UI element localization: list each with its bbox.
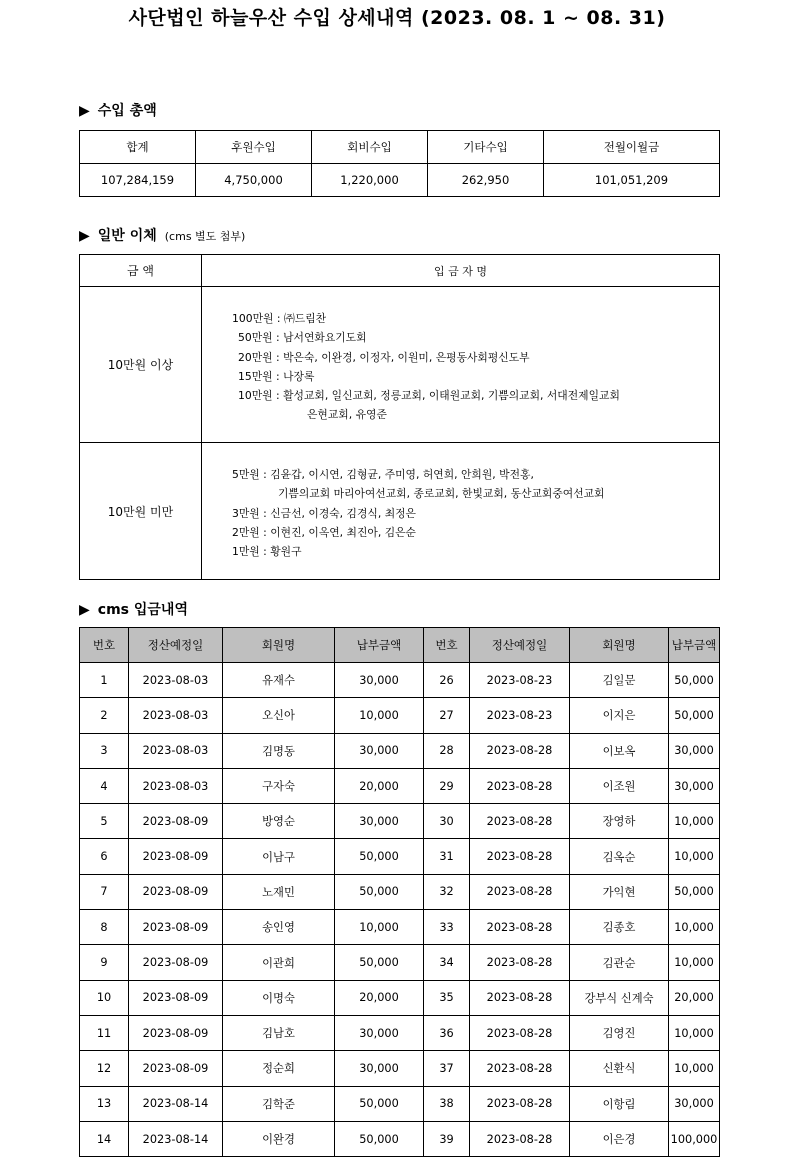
table-row bbox=[80, 945, 720, 980]
summary-value-cell: 4,750,000 bbox=[196, 164, 312, 197]
cms-cell: 이보옥 bbox=[570, 733, 669, 768]
cms-cell: 10,000 bbox=[335, 910, 424, 945]
triangle-right-icon: ▶ bbox=[79, 228, 90, 244]
table-row bbox=[80, 698, 720, 733]
table-row bbox=[80, 980, 720, 1015]
cms-cell: 2023-08-28 bbox=[470, 945, 570, 980]
cms-cell: 송인영 bbox=[223, 910, 335, 945]
cms-cell: 30 bbox=[424, 804, 470, 839]
summary-table bbox=[79, 130, 720, 197]
table-row bbox=[80, 804, 720, 839]
cms-cell: 10,000 bbox=[335, 698, 424, 733]
cms-cell: 이관희 bbox=[223, 945, 335, 980]
name-line: 기쁨의교회 마리아여선교회, 종로교회, 한빛교회, 동산교회중여선교회 bbox=[278, 487, 605, 501]
cms-header-cell: 납부금액 bbox=[669, 628, 720, 663]
cms-cell: 유재수 bbox=[223, 663, 335, 698]
cms-cell: 2023-08-28 bbox=[470, 768, 570, 803]
cms-cell: 김남호 bbox=[223, 1015, 335, 1050]
cms-cell: 5 bbox=[80, 804, 129, 839]
cms-cell: 11 bbox=[80, 1015, 129, 1050]
name-line: 100만원 : ㈜드림찬 bbox=[232, 312, 327, 325]
cms-cell: 2023-08-03 bbox=[129, 698, 223, 733]
cms-cell: 50,000 bbox=[669, 874, 720, 909]
cms-header-cell: 번호 bbox=[424, 628, 470, 663]
name-line: 50만원 : 남서연화요기도회 bbox=[238, 331, 367, 345]
cms-cell: 김관순 bbox=[570, 945, 669, 980]
cms-header-cell: 번호 bbox=[80, 628, 129, 663]
cms-cell: 26 bbox=[424, 663, 470, 698]
table-row bbox=[80, 663, 720, 698]
cms-cell: 36 bbox=[424, 1015, 470, 1050]
cms-body bbox=[80, 663, 720, 1157]
summary-header-row bbox=[80, 131, 720, 164]
cms-cell: 10,000 bbox=[669, 1015, 720, 1050]
summary-heading-label: 수입 총액 bbox=[97, 103, 157, 119]
name-line: 15만원 : 나장록 bbox=[238, 369, 315, 383]
cms-cell: 김종호 bbox=[570, 910, 669, 945]
table-row bbox=[80, 1121, 720, 1156]
cms-header-cell: 회원명 bbox=[223, 628, 335, 663]
cms-cell: 이조원 bbox=[570, 768, 669, 803]
group-names bbox=[202, 287, 720, 443]
cms-cell: 2023-08-09 bbox=[129, 1015, 223, 1050]
cms-cell: 방영순 bbox=[223, 804, 335, 839]
cms-cell: 50,000 bbox=[335, 839, 424, 874]
summary-header-cell: 회비수입 bbox=[312, 131, 428, 164]
table-row bbox=[80, 768, 720, 803]
table-row bbox=[80, 1015, 720, 1050]
amount-column-header: 금 액 bbox=[80, 255, 202, 287]
cms-cell: 20,000 bbox=[669, 980, 720, 1015]
group-label: 10만원 미만 bbox=[80, 443, 202, 580]
cms-header-row bbox=[80, 628, 720, 663]
cms-cell: 3 bbox=[80, 733, 129, 768]
cms-cell: 김일문 bbox=[570, 663, 669, 698]
cms-cell: 가익현 bbox=[570, 874, 669, 909]
cms-cell: 2023-08-28 bbox=[470, 839, 570, 874]
summary-value-cell: 1,220,000 bbox=[312, 164, 428, 197]
cms-cell: 35 bbox=[424, 980, 470, 1015]
cms-cell: 오신아 bbox=[223, 698, 335, 733]
table-row bbox=[80, 874, 720, 909]
cms-cell: 2023-08-28 bbox=[470, 733, 570, 768]
cms-cell: 노재민 bbox=[223, 874, 335, 909]
general-transfer-table bbox=[79, 254, 720, 580]
table-row bbox=[80, 910, 720, 945]
summary-value-row bbox=[80, 164, 720, 197]
cms-cell: 2023-08-09 bbox=[129, 804, 223, 839]
name-line: 2만원 : 이현진, 이옥연, 최진아, 김은순 bbox=[232, 525, 416, 539]
cms-cell: 2023-08-09 bbox=[129, 910, 223, 945]
cms-header-cell: 정산예정일 bbox=[129, 628, 223, 663]
page-title: 사단법인 하늘우산 수입 상세내역 (2023. 08. 1 ~ 08. 31) bbox=[128, 7, 666, 29]
cms-cell: 이항림 bbox=[570, 1086, 669, 1121]
cms-cell: 30,000 bbox=[335, 804, 424, 839]
cms-cell: 정순희 bbox=[223, 1051, 335, 1086]
cms-cell: 10 bbox=[80, 980, 129, 1015]
cms-cell: 7 bbox=[80, 874, 129, 909]
cms-cell: 2023-08-28 bbox=[470, 804, 570, 839]
cms-cell: 20,000 bbox=[335, 768, 424, 803]
cms-header-cell: 납부금액 bbox=[335, 628, 424, 663]
cms-cell: 2023-08-28 bbox=[470, 874, 570, 909]
cms-cell: 9 bbox=[80, 945, 129, 980]
cms-table bbox=[79, 627, 720, 1157]
cms-cell: 이명숙 bbox=[223, 980, 335, 1015]
cms-cell: 10,000 bbox=[669, 804, 720, 839]
cms-cell: 14 bbox=[80, 1121, 129, 1156]
name-line: 은현교회, 유영준 bbox=[307, 408, 387, 422]
cms-cell: 2023-08-14 bbox=[129, 1086, 223, 1121]
group-names bbox=[202, 443, 720, 580]
cms-cell: 8 bbox=[80, 910, 129, 945]
general-group-row bbox=[80, 287, 720, 443]
cms-cell: 2023-08-28 bbox=[470, 1121, 570, 1156]
cms-header-cell: 회원명 bbox=[570, 628, 669, 663]
cms-cell: 2023-08-09 bbox=[129, 980, 223, 1015]
cms-cell: 30,000 bbox=[669, 768, 720, 803]
cms-cell: 2023-08-09 bbox=[129, 874, 223, 909]
cms-cell: 31 bbox=[424, 839, 470, 874]
cms-cell: 30,000 bbox=[335, 1051, 424, 1086]
cms-cell: 김학준 bbox=[223, 1086, 335, 1121]
cms-cell: 김영진 bbox=[570, 1015, 669, 1050]
cms-cell: 2023-08-28 bbox=[470, 980, 570, 1015]
cms-cell: 2023-08-03 bbox=[129, 663, 223, 698]
name-line: 3만원 : 신금선, 이경숙, 김경식, 최정은 bbox=[232, 506, 416, 520]
cms-cell: 2023-08-09 bbox=[129, 945, 223, 980]
cms-cell: 50,000 bbox=[335, 945, 424, 980]
cms-cell: 27 bbox=[424, 698, 470, 733]
summary-value-cell: 107,284,159 bbox=[80, 164, 196, 197]
cms-cell: 100,000 bbox=[669, 1121, 720, 1156]
name-line: 20만원 : 박은숙, 이완경, 이정자, 이원미, 은평동사회평신도부 bbox=[238, 350, 530, 364]
cms-cell: 12 bbox=[80, 1051, 129, 1086]
name-line: 10만원 : 활성교회, 일신교회, 정릉교회, 이태원교회, 기쁨의교회, 서대전제일교회 bbox=[238, 389, 620, 403]
summary-header-cell: 기타수입 bbox=[428, 131, 544, 164]
cms-cell: 50,000 bbox=[669, 663, 720, 698]
cms-cell: 29 bbox=[424, 768, 470, 803]
cms-cell: 2023-08-28 bbox=[470, 1051, 570, 1086]
cms-cell: 신환식 bbox=[570, 1051, 669, 1086]
cms-cell: 28 bbox=[424, 733, 470, 768]
name-line: 1만원 : 황원구 bbox=[232, 545, 302, 559]
name-line: 5만원 : 김윤갑, 이시연, 김형균, 주미영, 허연희, 안희원, 박전홍, bbox=[232, 468, 534, 481]
cms-cell: 이지은 bbox=[570, 698, 669, 733]
summary-section-heading bbox=[79, 100, 157, 120]
cms-cell: 50,000 bbox=[335, 1086, 424, 1121]
cms-cell: 2023-08-03 bbox=[129, 768, 223, 803]
cms-cell: 김옥순 bbox=[570, 839, 669, 874]
table-row bbox=[80, 839, 720, 874]
cms-cell: 6 bbox=[80, 839, 129, 874]
cms-cell: 1 bbox=[80, 663, 129, 698]
cms-cell: 50,000 bbox=[669, 698, 720, 733]
cms-cell: 30,000 bbox=[335, 733, 424, 768]
cms-heading-label: cms 입금내역 bbox=[97, 602, 188, 618]
general-section-heading bbox=[79, 225, 245, 245]
cms-header-cell: 정산예정일 bbox=[470, 628, 570, 663]
cms-cell: 2023-08-09 bbox=[129, 839, 223, 874]
cms-cell: 2023-08-23 bbox=[470, 698, 570, 733]
cms-cell: 39 bbox=[424, 1121, 470, 1156]
cms-cell: 2023-08-03 bbox=[129, 733, 223, 768]
cms-cell: 2023-08-28 bbox=[470, 1015, 570, 1050]
cms-cell: 30,000 bbox=[669, 733, 720, 768]
group-label: 10만원 이상 bbox=[80, 287, 202, 443]
summary-value-cell: 262,950 bbox=[428, 164, 544, 197]
cms-cell: 2023-08-28 bbox=[470, 910, 570, 945]
cms-cell: 32 bbox=[424, 874, 470, 909]
names-column-header: 입 금 자 명 bbox=[202, 255, 720, 287]
summary-value-cell: 101,051,209 bbox=[544, 164, 720, 197]
summary-header-cell: 후원수입 bbox=[196, 131, 312, 164]
cms-cell: 4 bbox=[80, 768, 129, 803]
table-row bbox=[80, 1086, 720, 1121]
cms-cell: 이완경 bbox=[223, 1121, 335, 1156]
triangle-right-icon: ▶ bbox=[79, 103, 90, 119]
cms-cell: 38 bbox=[424, 1086, 470, 1121]
cms-cell: 34 bbox=[424, 945, 470, 980]
cms-cell: 구자숙 bbox=[223, 768, 335, 803]
cms-cell: 33 bbox=[424, 910, 470, 945]
summary-header-cell: 합계 bbox=[80, 131, 196, 164]
cms-cell: 13 bbox=[80, 1086, 129, 1121]
general-header-row bbox=[80, 255, 720, 287]
cms-cell: 30,000 bbox=[335, 663, 424, 698]
cms-cell: 2023-08-28 bbox=[470, 1086, 570, 1121]
cms-cell: 50,000 bbox=[335, 874, 424, 909]
cms-section-heading bbox=[79, 599, 188, 619]
cms-cell: 이남구 bbox=[223, 839, 335, 874]
cms-cell: 50,000 bbox=[335, 1121, 424, 1156]
table-row bbox=[80, 733, 720, 768]
cms-cell: 2023-08-09 bbox=[129, 1051, 223, 1086]
cms-cell: 이은경 bbox=[570, 1121, 669, 1156]
cms-cell: 10,000 bbox=[669, 1051, 720, 1086]
cms-cell: 2 bbox=[80, 698, 129, 733]
cms-cell: 20,000 bbox=[335, 980, 424, 1015]
triangle-right-icon: ▶ bbox=[79, 602, 90, 618]
cms-cell: 10,000 bbox=[669, 839, 720, 874]
general-group-row bbox=[80, 443, 720, 580]
cms-cell: 2023-08-14 bbox=[129, 1121, 223, 1156]
cms-cell: 37 bbox=[424, 1051, 470, 1086]
table-row bbox=[80, 1051, 720, 1086]
general-heading-note: (cms 별도 첨부) bbox=[164, 230, 246, 243]
cms-cell: 30,000 bbox=[335, 1015, 424, 1050]
summary-header-cell: 전월이월금 bbox=[544, 131, 720, 164]
cms-cell: 30,000 bbox=[669, 1086, 720, 1121]
cms-cell: 장영하 bbox=[570, 804, 669, 839]
cms-cell: 김명동 bbox=[223, 733, 335, 768]
cms-cell: 10,000 bbox=[669, 910, 720, 945]
cms-cell: 10,000 bbox=[669, 945, 720, 980]
cms-cell: 2023-08-23 bbox=[470, 663, 570, 698]
general-heading-label: 일반 이체 bbox=[97, 228, 157, 244]
cms-cell: 강부식 신계숙 bbox=[570, 980, 669, 1015]
